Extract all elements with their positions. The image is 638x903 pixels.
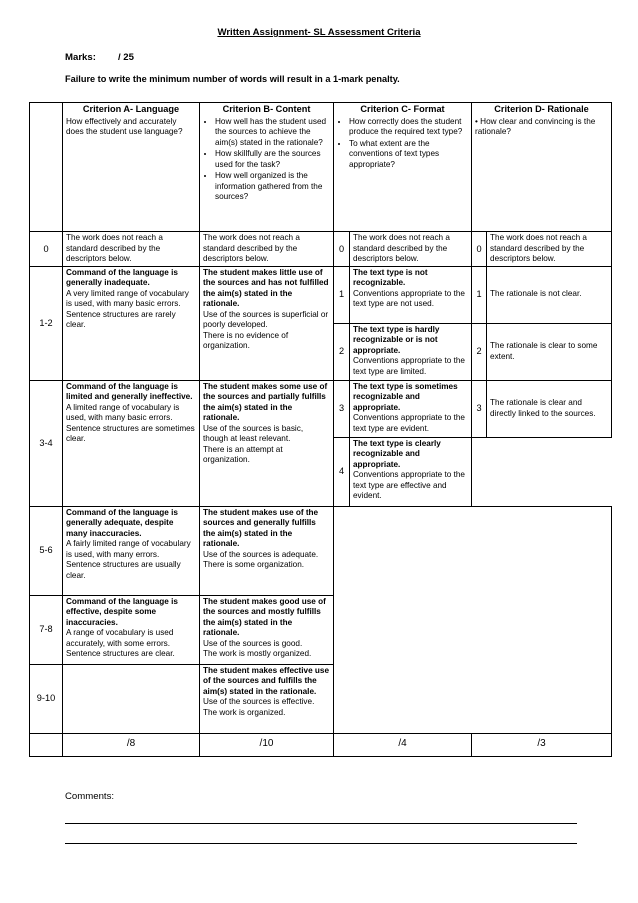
criterion-b-band-1-2 (200, 266, 334, 380)
criterion-d-level-0: The work does not reach a standard described by the descriptors below. (487, 232, 612, 267)
descriptor-text: The work is organized. (203, 707, 286, 717)
descriptor-text: Conventions appropriate to the text type are effective and evident. (353, 470, 465, 500)
criterion-c-level-4 (350, 437, 472, 506)
descriptor-text: Use of the sources is good. (203, 638, 303, 648)
criterion-b-band-7-8 (200, 595, 334, 664)
band-row-0 (30, 232, 612, 267)
descriptor-text: Use of the sources is adequate. (203, 549, 319, 559)
descriptor-text: Sentence structures are sometimes clear. (66, 423, 195, 443)
criterion-d-level-1: The rationale is not clear. (487, 266, 612, 323)
descriptor-text: The work is mostly organized. (203, 649, 312, 658)
criterion-c-level: 3 (334, 380, 350, 437)
band-label: 1-2 (30, 266, 63, 380)
criterion-b-question: • How well has the student used the sources to achieve the aim(s) stated in the rationale? (215, 117, 330, 149)
criterion-c-title: Criterion C- Format (360, 104, 445, 114)
descriptor-heading: The text type is sometimes recognizable and appropriate. (353, 381, 458, 412)
totals-row (30, 733, 612, 756)
criterion-b-title: Criterion B- Content (222, 104, 311, 114)
criterion-c-question: • How correctly does the student produce the required text type? (349, 117, 468, 138)
criterion-c-question: • To what extent are the conventions of text types appropriate? (349, 139, 468, 171)
page-title: Written Assignment- SL Assessment Criteria (217, 27, 421, 38)
criterion-a-band-3-4 (63, 380, 200, 506)
descriptor-text: There is some organization. (203, 560, 305, 569)
criterion-b-band-9-10 (200, 664, 334, 733)
band-row-5-6 (30, 506, 612, 595)
descriptor-heading: The student makes effective use of the sources and fulfills the aim(s) stated in the rationale. (203, 665, 330, 696)
criterion-c-level: 2 (334, 323, 350, 380)
marks-label: Marks: (65, 52, 96, 63)
criterion-d-empty-cell (472, 437, 612, 506)
band-label: 5-6 (30, 506, 63, 595)
descriptor-text: A limited range of vocabulary is used, with many basic errors. (66, 402, 180, 422)
descriptor-heading: The student makes good use of the sources and mostly fulfills the aim(s) stated in the rationale. (203, 596, 326, 637)
band-label: 3-4 (30, 380, 63, 506)
descriptor-text: A very limited range of vocabulary is used, with many basic errors. (66, 288, 189, 308)
criterion-d-level: 0 (472, 232, 487, 267)
criterion-a-band-5-6 (63, 506, 200, 595)
criterion-b-band-3-4 (200, 380, 334, 506)
descriptor-text: Sentence structures are rarely clear. (66, 309, 176, 329)
descriptor-text: There is an attempt at organization. (203, 444, 283, 464)
descriptor-heading: Command of the language is generally adequate, despite many inaccuracies. (66, 507, 178, 538)
totals-corner-cell (30, 733, 63, 756)
criterion-d-level: 3 (472, 380, 487, 437)
band-label: 7-8 (30, 595, 63, 664)
descriptor-text: Conventions appropriate to the text type are not used. (353, 288, 465, 308)
descriptor-text: A fairly limited range of vocabulary is used, with many errors. (66, 539, 191, 559)
descriptor-text: Conventions appropriate to the text type are limited. (353, 356, 465, 376)
criterion-c-level: 0 (334, 232, 350, 267)
descriptor-text: Conventions appropriate to the text type are evident. (353, 413, 465, 433)
penalty-note: Failure to write the minimum number of words will result in a 1-mark penalty. (65, 74, 400, 84)
criterion-d-title: Criterion D- Rationale (494, 104, 589, 114)
descriptor-text: Use of the sources is effective. (203, 697, 315, 706)
descriptor-heading: Command of the language is effective, despite some inaccuracies. (66, 596, 178, 627)
descriptor-heading: The student makes some use of the sources and partially fulfills the aim(s) stated in the rationale. (203, 381, 328, 422)
comment-line[interactable] (65, 823, 577, 824)
criterion-b-band-0: The work does not reach a standard described by the descriptors below. (200, 232, 334, 267)
criterion-c-header (334, 103, 472, 232)
marks-value: / 25 (117, 52, 134, 63)
criterion-c-level: 4 (334, 437, 350, 506)
criterion-d-header (472, 103, 612, 232)
descriptor-heading: The text type is not recognizable. (353, 267, 428, 287)
criterion-c-questions (337, 117, 468, 171)
band-row-3-4 (30, 380, 612, 437)
criterion-a-question: How effectively and accurately does the student use language? (66, 116, 183, 136)
descriptor-heading: The text type is clearly recognizable and appropriate. (353, 438, 441, 469)
criterion-a-band-1-2 (63, 266, 200, 380)
descriptor-text: A range of vocabulary is used accurately, with some errors. (66, 628, 174, 648)
descriptor-heading: Command of the language is generally inadequate. (66, 267, 178, 287)
descriptor-text: Use of the sources is superficial or poorly developed. (203, 309, 329, 329)
descriptor-text: Sentence structures are clear. (66, 649, 175, 658)
criterion-d-level-3: The rationale is clear and directly linked to the sources. (487, 380, 612, 437)
criterion-d-question: • How clear and convincing is the rationale? (475, 116, 596, 136)
criterion-c-level-3 (350, 380, 472, 437)
assessment-rubric-table (29, 102, 612, 757)
descriptor-heading: Command of the language is limited and generally ineffective. (66, 381, 193, 401)
descriptor-heading: The student makes little use of the sources and has not fulfilled the aim(s) stated in the rationale. (203, 267, 329, 308)
descriptor-heading: The student makes use of the sources and generally fulfills the aim(s) stated in the rationale. (203, 507, 319, 548)
band-row-1-2 (30, 266, 612, 323)
comment-line[interactable] (65, 843, 577, 844)
criterion-a-header (63, 103, 200, 232)
criterion-b-total: /10 (200, 733, 334, 756)
criterion-b-header (200, 103, 334, 232)
descriptor-text: There is no evidence of organization. (203, 330, 289, 350)
criterion-a-band-9-10 (63, 664, 200, 733)
band-label: 0 (30, 232, 63, 267)
criteria-c-d-empty-area (334, 506, 612, 733)
criterion-c-total: /4 (334, 733, 472, 756)
criterion-b-band-5-6 (200, 506, 334, 595)
criterion-a-band-0: The work does not reach a standard described by the descriptors below. (63, 232, 200, 267)
criteria-header-row (30, 103, 612, 232)
criterion-b-questions (203, 117, 330, 203)
criterion-c-level: 1 (334, 266, 350, 323)
criterion-c-level-2 (350, 323, 472, 380)
comments-label: Comments: (65, 791, 115, 802)
descriptor-heading: The text type is hardly recognizable or is not appropriate. (353, 324, 440, 355)
descriptor-text: Sentence structures are usually clear. (66, 560, 181, 580)
criterion-d-total: /3 (472, 733, 612, 756)
criterion-d-level: 2 (472, 323, 487, 380)
criterion-c-level-0: The work does not reach a standard described by the descriptors below. (350, 232, 472, 267)
criterion-a-band-7-8 (63, 595, 200, 664)
criterion-d-level-2: The rationale is clear to some extent. (487, 323, 612, 380)
marks-line (65, 52, 134, 63)
criterion-a-title: Criterion A- Language (82, 104, 180, 114)
criterion-d-level: 1 (472, 266, 487, 323)
band-label: 9-10 (30, 664, 63, 733)
criterion-a-total: /8 (63, 733, 200, 756)
criterion-c-level-1 (350, 266, 472, 323)
descriptor-text: Use of the sources is basic, though at least relevant. (203, 423, 304, 443)
header-corner-cell (30, 103, 63, 232)
criterion-b-question: • How skillfully are the sources used for the task? (215, 149, 330, 170)
criterion-b-question: • How well organized is the information gathered from the sources? (215, 171, 330, 203)
